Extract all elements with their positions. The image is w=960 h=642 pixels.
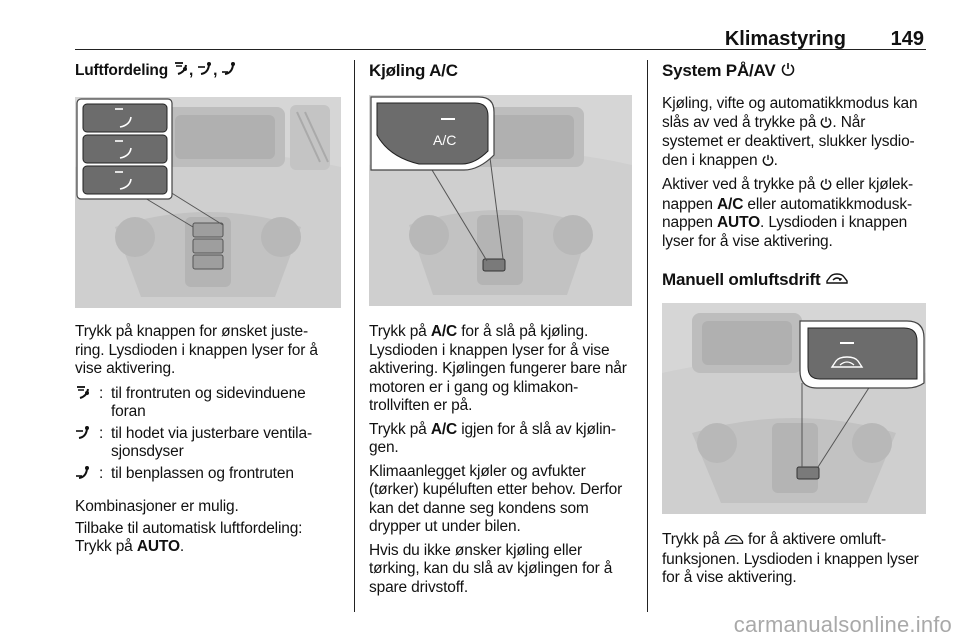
head-airflow-icon (75, 425, 99, 462)
paragraph-recirculation: Trykk på for å aktivere omluft- funksjonen. Lysdioden i knappen lyser for å vise aktivering. (662, 531, 919, 586)
auto-keyword: AUTO (136, 538, 180, 555)
auto-keyword: AUTO (717, 214, 761, 231)
column-air-distribution (75, 60, 341, 557)
list-item-text: til benplassen og frontruten (111, 464, 294, 482)
column-system-on-off (662, 60, 926, 588)
list-item (75, 465, 341, 485)
ac-keyword: A/C (717, 195, 744, 213)
recirculation-icon (724, 532, 744, 551)
power-icon (820, 115, 832, 134)
power-icon (762, 153, 774, 172)
column-cooling-ac (369, 60, 632, 597)
paragraph-system-off: Kjøling, vifte og automatikkmodus kan slås av ved å trykke på . Når systemet er deaktivert, slukker lysdio- den i knappen . (662, 95, 926, 171)
power-icon (781, 60, 795, 82)
column-divider (647, 60, 648, 612)
section-heading-system-on-off: System PÅ/AV (662, 60, 926, 82)
list-item-text: til hodet via justerbare ventila- sjonsdyser (111, 424, 312, 460)
list-item-text: til frontruten og sidevinduene foran (111, 384, 306, 420)
paragraph-save-fuel: Hvis du ikke ønsker kjøling eller tørking, kan du slå av kjølingen for å spare drivstoff. (369, 541, 613, 596)
paragraph-activate: Aktiver ved å trykke på eller kjølek- nappen A/C eller automatikkmodusk- nappen AUTO. Lysdioden i knappen lyser for å vise aktivering. (662, 176, 913, 250)
feet-airflow-icon (221, 60, 237, 82)
ac-keyword: A/C (430, 323, 458, 340)
list-colon: : (99, 464, 104, 482)
windshield-airflow-icon (173, 60, 189, 82)
page-number: 149 (890, 28, 924, 50)
list-colon: : (99, 384, 104, 402)
list-item (75, 385, 341, 422)
watermark: carmanualsonline.info (733, 612, 952, 637)
ac-button-label: A/C (433, 132, 457, 148)
page-header (75, 26, 926, 50)
header-title: Klimastyring (724, 28, 846, 50)
power-icon (820, 177, 832, 196)
paragraph-auto-return: Tilbake til automatisk luftfordeling: Trykk på AUTO. (75, 519, 303, 555)
ac-keyword: A/C (430, 420, 458, 438)
recirculation-icon (826, 269, 848, 291)
feet-airflow-icon (75, 465, 99, 485)
list-colon: : (99, 424, 104, 442)
windshield-airflow-icon (75, 385, 99, 422)
air-distribution-list (75, 385, 341, 485)
section-heading-air-distribution: Luftfordeling , , (75, 60, 341, 82)
figure-air-distribution-buttons (75, 97, 341, 308)
column-divider (354, 60, 355, 612)
figure-ac-button (369, 95, 632, 306)
figure-recirculation-button (662, 303, 926, 514)
section-heading-cooling-ac: Kjøling A/C (369, 61, 458, 80)
paragraph-dehumidify: Klimaanlegget kjøler og avfukter (tørker) kupéluften etter behov. Derfor kan det danne seg kondens som drypper ut under bilen. (369, 462, 623, 535)
list-item (75, 425, 341, 462)
section-heading-recirculation: Manuell omluftsdrift (662, 269, 926, 291)
paragraph-instructions: Trykk på knappen for ønsket juste- ring. Lysdioden i knappen lyser for å vise aktivering. (75, 323, 318, 377)
paragraph-combinations: Kombinasjoner er mulig. (75, 498, 239, 515)
head-airflow-icon (197, 60, 213, 82)
paragraph-ac-off: Trykk på A/C igjen for å slå av kjølin- gen. (369, 420, 616, 456)
paragraph-ac-on: Trykk på A/C for å slå på kjøling. Lysdioden i knappen lyser for å vise aktivering. Kjølingen fungerer bare når motoren er i gang og klimakon- trollviften er på. (369, 323, 627, 414)
